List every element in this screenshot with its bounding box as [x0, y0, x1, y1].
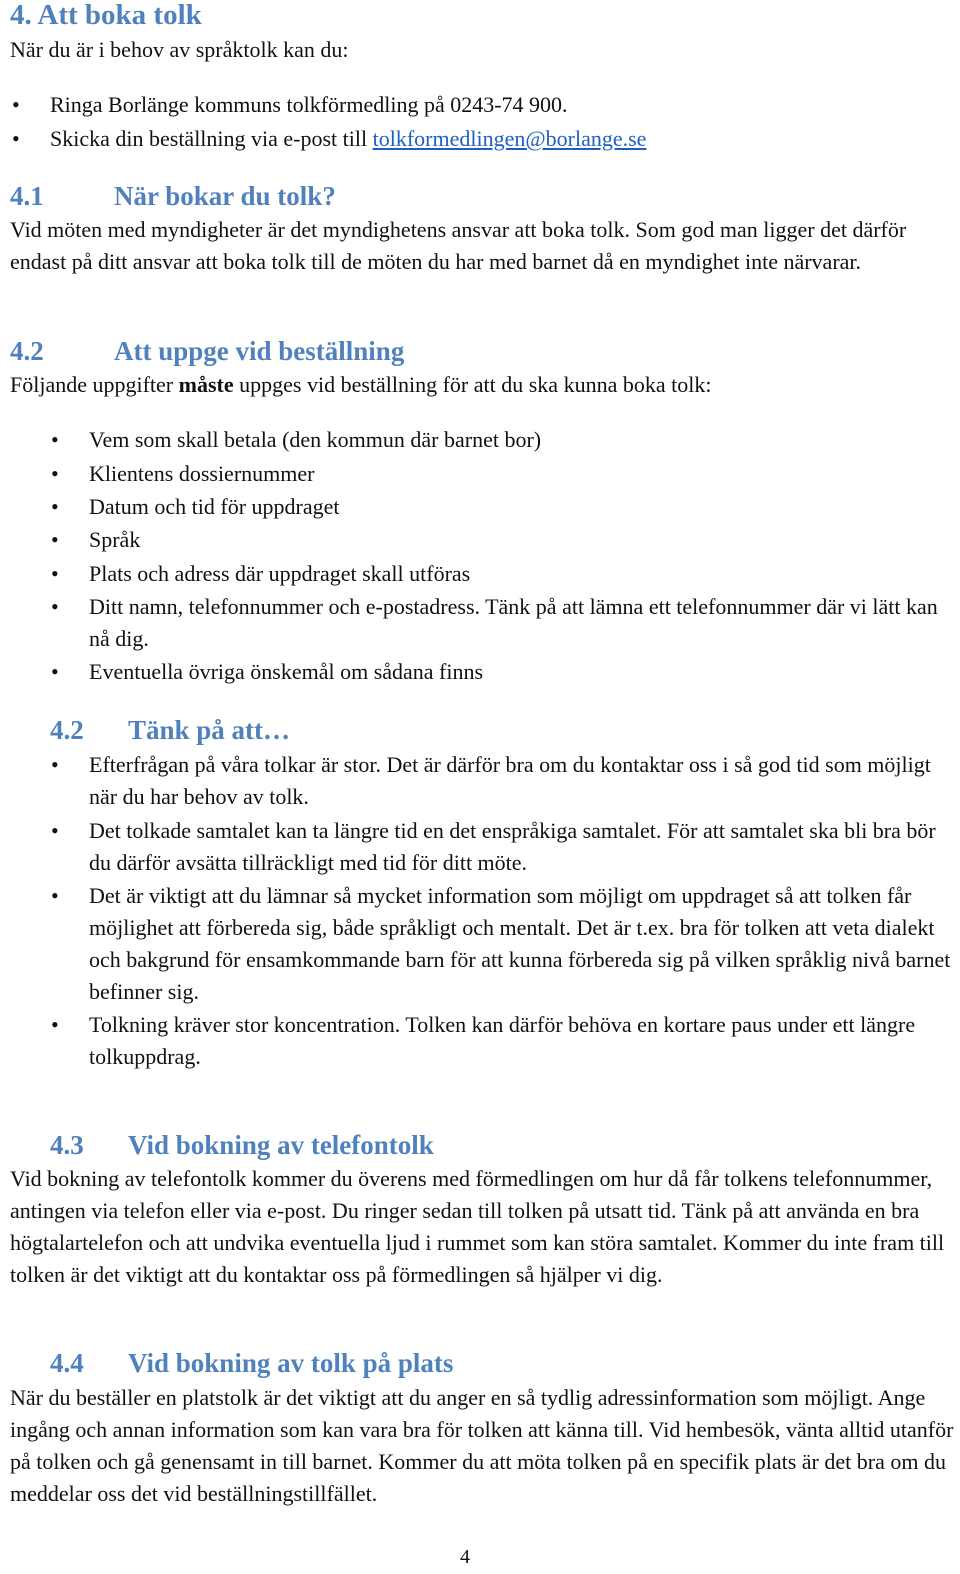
bullet-icon: • — [51, 659, 59, 684]
section-4-intro: När du är i behov av språktolk kan du: — [10, 37, 349, 62]
list-item: • Plats och adress där uppdraget skall utföras — [89, 558, 949, 590]
section-number: 4.4 — [50, 1348, 84, 1378]
bullet-icon: • — [51, 1012, 59, 1037]
list-item: • Datum och tid för uppdraget — [89, 491, 949, 523]
section-title: När bokar du tolk? — [114, 181, 336, 211]
email-link[interactable]: tolkformedlingen@borlange.se — [372, 126, 647, 151]
section-title: Vid bokning av telefontolk — [128, 1130, 434, 1160]
list-item: • Det är viktigt att du lämnar så mycket information som möjligt om uppdraget så att tolken får möjlighet att förbereda sig, både språkligt och mentalt. Det är t.ex. bra för tolken att veta dialekt och bakgrund för ensamkommande barn för att kunna förbereda sig på vilken språklig nivå barnet befinner sig. — [89, 880, 953, 1008]
bullet-icon: • — [51, 527, 59, 552]
section-number: 4.1 — [10, 181, 44, 211]
list-item: • Vem som skall betala (den kommun där barnet bor) — [89, 424, 949, 456]
section-4-1-heading — [10, 181, 910, 213]
bullet-icon: • — [51, 818, 59, 843]
list-item: • Efterfrågan på våra tolkar är stor. Det är därför bra om du kontaktar oss i så god tid som möjligt när du har behov av tolk. — [89, 749, 951, 813]
section-title: Vid bokning av tolk på plats — [128, 1348, 454, 1378]
section-4-4-text: När du beställer en platstolk är det viktigt att du anger en så tydlig adressinformation som möjligt. Ange ingång och annan information som kan vara bra för tolken att känna till. Vid hembesök, vänta alltid utanför på tolken och gå genensamt in till barnet. Kommer du att möta tolken på en specifik plats är det bra om du meddelar oss det vid beställningstillfället. — [10, 1385, 954, 1506]
section-number: 4.3 — [50, 1130, 84, 1160]
list-item: • Det tolkade samtalet kan ta längre tid en det enspråkiga samtalet. För att samtalet ska bli bra bör du därför avsätta tillräckligt med tid för ditt möte. — [89, 815, 951, 879]
bullet-icon: • — [51, 461, 59, 486]
bullet-icon: • — [51, 561, 59, 586]
bullet-icon: • — [12, 126, 20, 151]
list-item: • Tolkning kräver stor koncentration. Tolken kan därför behöva en kortare paus under ett längre tolkuppdrag. — [89, 1009, 951, 1073]
list-item: • Klientens dossiernummer — [89, 458, 949, 490]
bullet-icon: • — [12, 92, 20, 117]
section-4-4-heading — [50, 1348, 910, 1380]
section-number: 4.2 — [50, 715, 84, 745]
section-4-heading: 4. Att boka tolk — [10, 0, 202, 31]
bullet-icon: • — [51, 494, 59, 519]
section-4-2-heading — [10, 336, 910, 368]
section-title: Tänk på att… — [128, 715, 291, 745]
list-item: • Eventuella övriga önskemål om sådana finns — [89, 656, 949, 688]
section-number: 4.2 — [10, 336, 44, 366]
section-4-3-text: Vid bokning av telefontolk kommer du överens med förmedlingen om hur då får tolkens telefonnummer, antingen via telefon eller via e-post. Du ringer sedan till tolken på utsatt tid. Tänk på att använda en bra högtalartelefon och att undvika eventuella ljud i rummet som kan störa samtalet. Kommer du inte fram till tolken är det viktigt att du kontaktar oss på förmedlingen så hjälper vi dig. — [10, 1166, 945, 1287]
list-item: • Skicka din beställning via e-post till tolkformedlingen@borlange.se — [50, 123, 930, 155]
bullet-icon: • — [51, 883, 59, 908]
section-4-2-intro: Följande uppgifter måste uppges vid beställning för att du ska kunna boka tolk: — [10, 372, 712, 397]
list-item: • Ditt namn, telefonnummer och e-postadress. Tänk på att lämna ett telefonnummer där vi lätt kan nå dig. — [89, 591, 949, 655]
section-4-3-heading — [50, 1130, 910, 1162]
bullet-icon: • — [51, 427, 59, 452]
list-item: • Språk — [89, 524, 949, 556]
section-4-2-think-heading — [50, 715, 910, 747]
section-title: Att uppge vid beställning — [114, 336, 405, 366]
list-item: • Ringa Borlänge kommuns tolkförmedling på 0243-74 900. — [50, 89, 930, 121]
bullet-icon: • — [51, 752, 59, 777]
bullet-icon: • — [51, 594, 59, 619]
section-4-1-text: Vid möten med myndigheter är det myndighetens ansvar att boka tolk. Som god man ligger det därför endast på ditt ansvar att boka tolk till de möten du har med barnet då en myndighet inte närvarar. — [10, 217, 907, 274]
page-number: 4 — [460, 1546, 470, 1568]
